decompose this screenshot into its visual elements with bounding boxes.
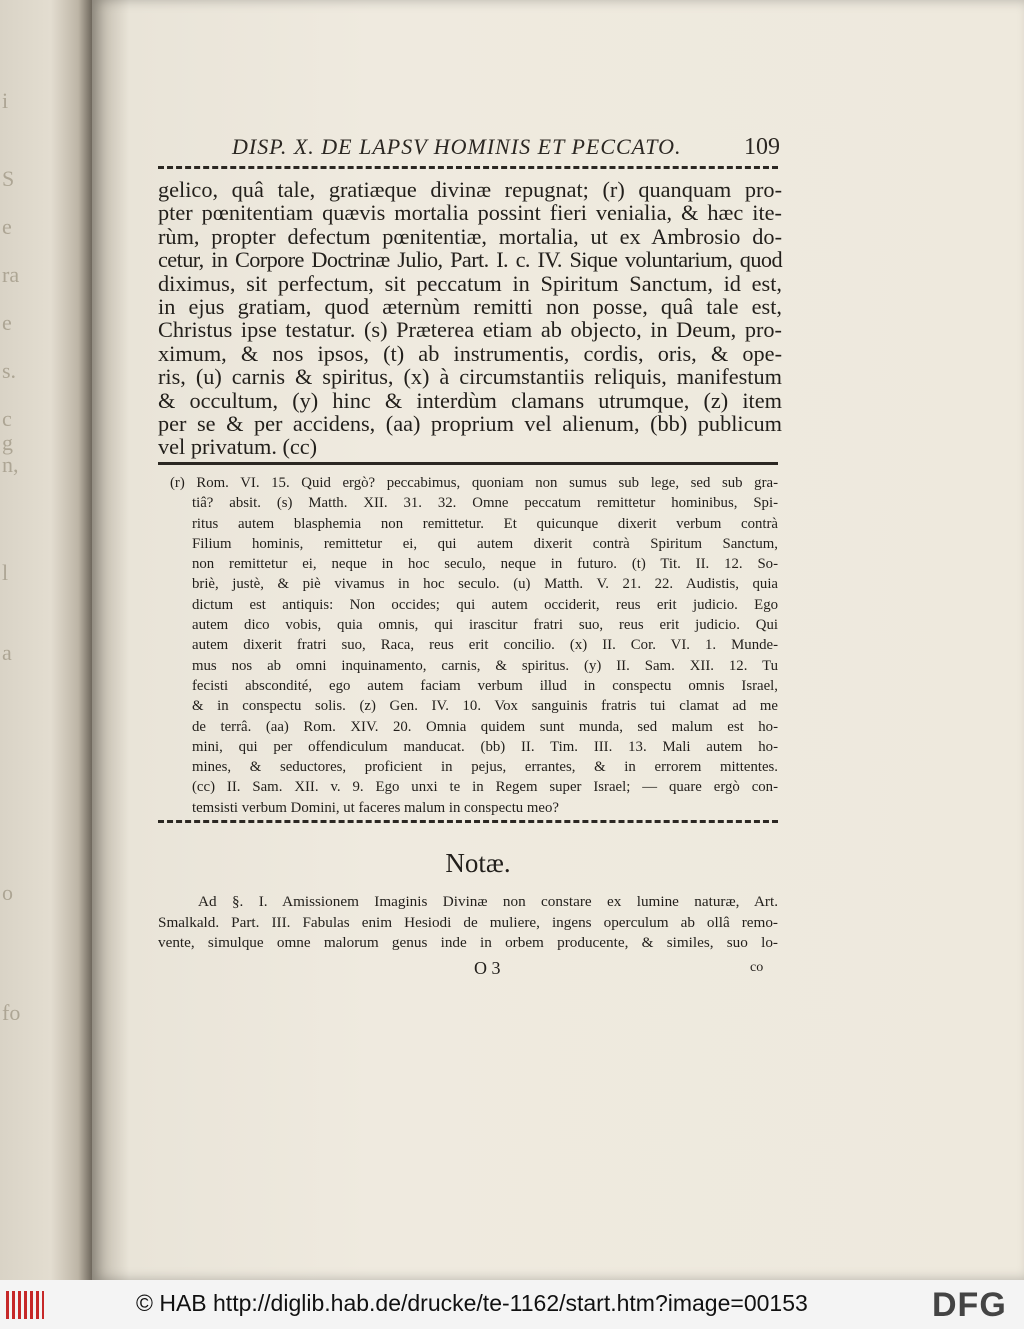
prev-page-fragment: a bbox=[2, 640, 12, 665]
section-divider bbox=[158, 820, 778, 823]
prev-page-fragment: S bbox=[2, 166, 15, 191]
footnote-line: de terrâ. (aa) Rom. XIV. 20. Omnia quidem sunt munda, sed malum est ho- bbox=[192, 718, 778, 735]
footnote-line: mus nos ab omni inquinamento, carnis, & spiritus. (y) II. Sam. XII. 12. Tu bbox=[192, 657, 778, 674]
footnote-rule bbox=[158, 462, 778, 465]
text-line: vel privatum. (cc) bbox=[158, 434, 318, 460]
prev-page-fragment: c bbox=[2, 406, 12, 431]
text-line: pter pœnitentiam quævis mortalia possint fieri venialia, & hæc ite- bbox=[158, 200, 782, 226]
main-text bbox=[158, 178, 782, 459]
book-page bbox=[92, 0, 1024, 1280]
footnotes bbox=[170, 473, 778, 818]
text-line: in ejus gratiam, quod æternùm remitti non posse, quâ tale est, bbox=[158, 294, 782, 320]
prev-page-fragment: s. bbox=[2, 358, 17, 383]
footnote-line: & in conspectu solis. (z) Gen. IV. 10. Vox sanguinis fratris tui clamat ad me bbox=[192, 698, 778, 715]
barcode-icon bbox=[6, 1291, 44, 1319]
notes-text bbox=[158, 892, 778, 954]
footnote-line: mines, & seductores, proficient in pejus, errantes, & in errorem mittentes. bbox=[192, 759, 778, 776]
text-line: per se & per accidens, (aa) proprium vel alienum, (bb) publicum bbox=[158, 411, 782, 437]
catchword: co bbox=[750, 960, 764, 975]
footer-bar bbox=[0, 1280, 1024, 1329]
page-number: 109 bbox=[744, 134, 780, 160]
text-line: & occultum, (y) hinc & interdùm clamans utrumque, (z) item bbox=[158, 387, 782, 413]
prev-page-fragment: ra bbox=[2, 262, 20, 287]
footnote-line: temsisti verbum Domini, ut faceres malum in conspectu meo? bbox=[192, 799, 559, 816]
signature-mark: O 3 bbox=[474, 958, 501, 978]
footnote-line: tiâ? absit. (s) Matth. XII. 31. 32. Omne peccatum remittetur hominibus, Spi- bbox=[192, 495, 778, 512]
prev-page-fragment: l bbox=[2, 560, 9, 585]
footnote-line: briè, justè, & piè vivamus in hoc seculo. (u) Matth. V. 21. 22. Audistis, quia bbox=[192, 576, 778, 593]
dfg-logo: DFG bbox=[932, 1286, 1007, 1324]
text-line: ximum, & nos ipsos, (t) ab instrumentis, cordis, oris, & ope- bbox=[158, 340, 782, 366]
text-line: cetur, in Corpore Doctrinæ Julio, Part. I. c. IV. Sique voluntarium, quod bbox=[158, 247, 782, 273]
header-rule bbox=[158, 166, 778, 169]
prev-page-fragment: g bbox=[2, 430, 13, 455]
copyright-link[interactable]: © HAB http://diglib.hab.de/drucke/te-1162/start.htm?image=00153 bbox=[136, 1290, 808, 1316]
notes-line: vente, simulque omne malorum genus inde in orbem producente, & similes, suo lo- bbox=[158, 934, 778, 951]
prev-page-fragment: o bbox=[2, 880, 13, 905]
footnote-line: fecisti abscondité, ego autem faciam verbum illud in conspectu omnis Israel, bbox=[192, 677, 778, 694]
prev-page-fragment: i bbox=[2, 88, 9, 113]
footnote-line: autem dixerit fratri suo, Raca, reus erit concilio. (x) II. Cor. VI. 1. Munde- bbox=[192, 637, 778, 654]
prev-page-fragment: fo bbox=[2, 1000, 21, 1025]
previous-page-edge bbox=[0, 0, 92, 1280]
running-head: DISP. X. DE LAPSV HOMINIS ET PECCATO. bbox=[232, 134, 682, 159]
prev-page-fragment: e bbox=[2, 310, 12, 335]
text-line: rùm, propter defectum pœnitentiæ, mortalia, ut ex Ambrosio do- bbox=[158, 223, 782, 249]
footnote-line: dictum est antiquis: Non occides; qui autem occiderit, reus erit judicio. Ego bbox=[192, 596, 778, 613]
text-line: ris, (u) carnis & spiritus, (x) à circumstantiis reliquis, manifestum bbox=[158, 364, 782, 390]
text-line: gelico, quâ tale, gratiæque divinæ repugnat; (r) quanquam pro- bbox=[158, 177, 782, 202]
text-line: diximus, sit perfectum, sit peccatum in Spiritum Sanctum, id est, bbox=[158, 270, 782, 296]
text-line: Christus ipse testatur. (s) Præterea etiam ab objecto, in Deum, pro- bbox=[158, 317, 782, 343]
footnote-line: Filium hominis, remittetur ei, qui autem dixerit contrà Spiritum Sanctum, bbox=[192, 535, 778, 552]
notes-heading: Notæ. bbox=[445, 848, 511, 878]
prev-page-fragment: e bbox=[2, 214, 12, 239]
footnote-line: mini, qui per offendiculum manducat. (bb) II. Tim. III. 13. Mali autem ho- bbox=[192, 738, 778, 755]
footnote-line: autem dico vobis, quia omnis, qui irascitur fratri suo, reus erit judicio. Qui bbox=[192, 617, 778, 634]
notes-line: Ad §. I. Amissionem Imaginis Divinæ non constare ex lumine naturæ, Art. bbox=[198, 893, 778, 910]
footnote-line: ritus autem blasphemia non remittetur. Et quicunque dixerit verbum contrà bbox=[192, 515, 778, 532]
notes-line: Smalkald. Part. III. Fabulas enim Hesiodi de muliere, ingens operculum ab ollâ remo- bbox=[158, 913, 778, 931]
prev-page-fragment: n, bbox=[2, 452, 19, 477]
footnote-line: non remittetur ei, neque in hoc seculo, neque in futuro. (t) Tit. II. 12. So- bbox=[192, 556, 778, 573]
footnote-line: (r) Rom. VI. 15. Quid ergò? peccabimus, quoniam non sumus sub lege, sed sub gra- bbox=[170, 475, 778, 491]
footnote-line: (cc) II. Sam. XII. v. 9. Ego unxi te in Regem super Israel; — quare ergò con- bbox=[192, 779, 778, 796]
